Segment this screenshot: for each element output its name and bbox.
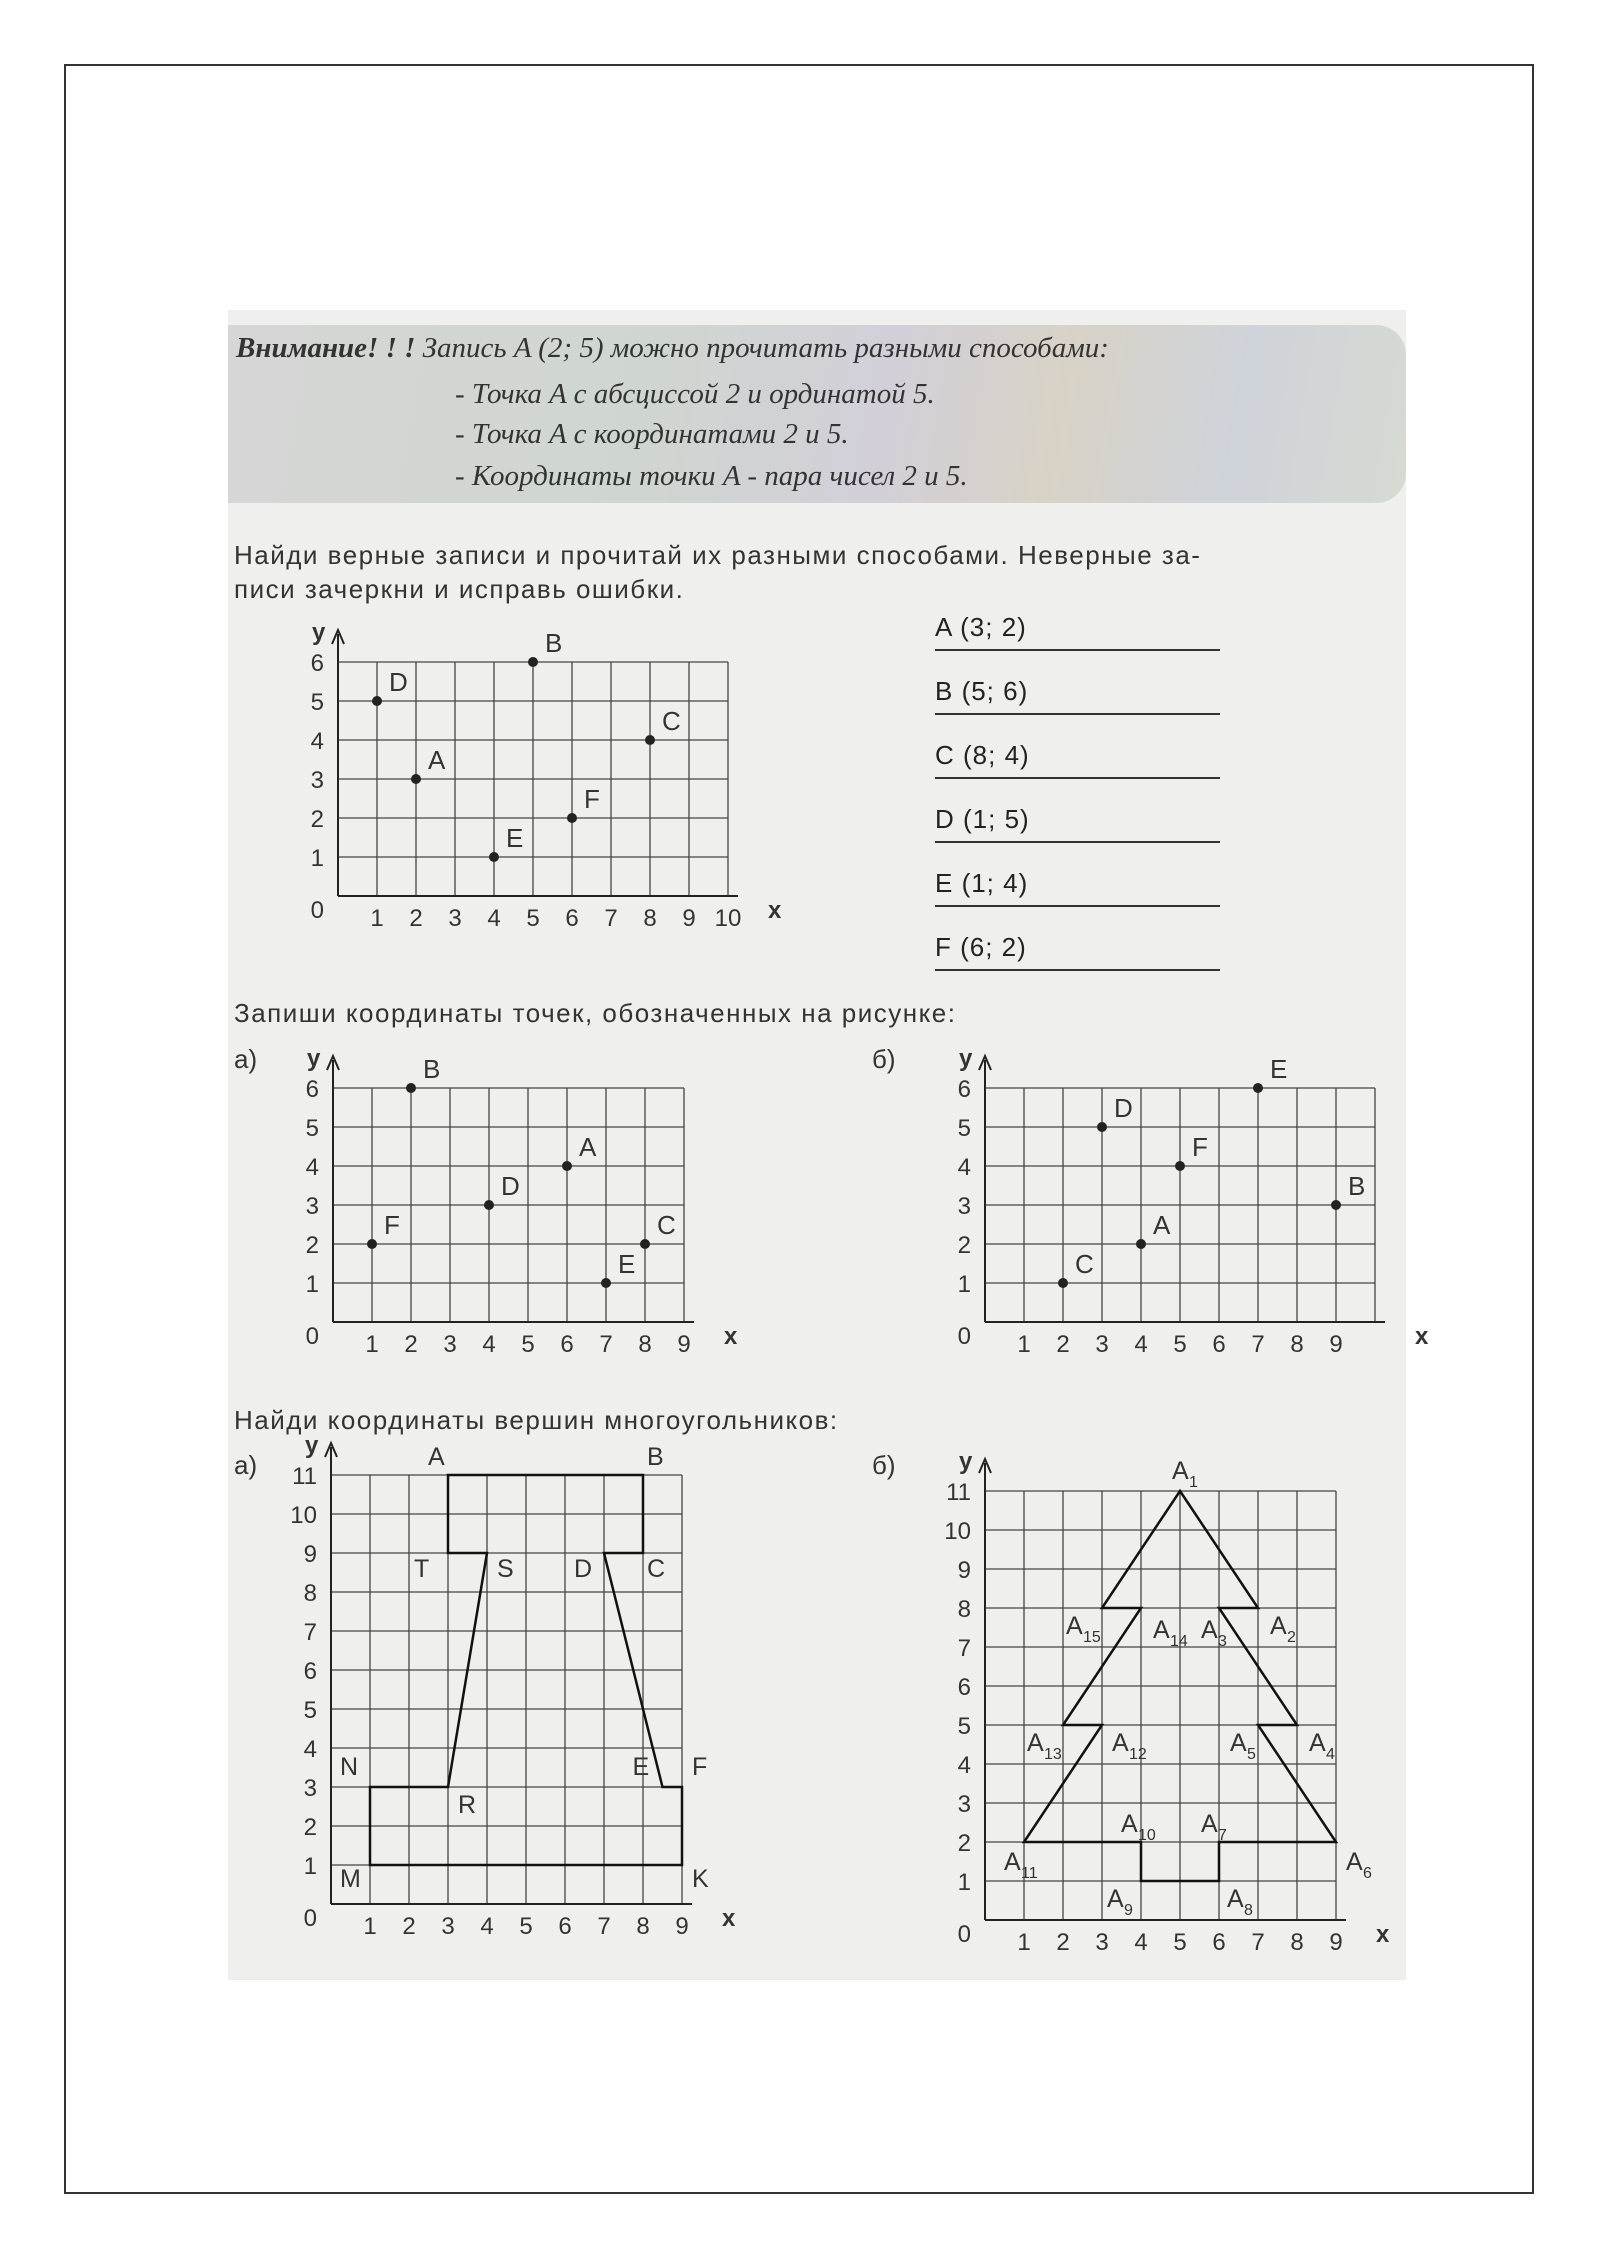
task2a-y-tick: 2 (305, 1232, 319, 1259)
task3b-vertex-label: A (1270, 1612, 1287, 1640)
task3b-vertex-subscript: 14 (1170, 1633, 1188, 1650)
task2a-x-tick: 6 (560, 1331, 574, 1358)
task3b-vertex-label: A (1153, 1616, 1170, 1644)
task2b-x-tick: 1 (1017, 1331, 1031, 1358)
task3a-y-tick: 8 (303, 1580, 317, 1607)
task2-label-a: а) (234, 1044, 258, 1074)
task2b-y-label: y (959, 1045, 973, 1072)
task2a-point-label-c: C (657, 1210, 676, 1240)
task2b-x-tick: 5 (1173, 1331, 1187, 1358)
task3b-vertex-subscript: 4 (1326, 1746, 1335, 1763)
task3b-x-label: x (1376, 1921, 1390, 1948)
task1-text-line2: писи зачеркни и исправь ошибки. (234, 574, 685, 604)
task3a-vertex-label: B (647, 1443, 664, 1471)
task2b-y-tick: 1 (957, 1271, 971, 1298)
task2b-point-label-d: D (1114, 1093, 1133, 1123)
task2a-origin-label: 0 (305, 1323, 319, 1350)
task3b-y-tick: 1 (957, 1869, 971, 1896)
task2b-point-label-e: E (1270, 1054, 1288, 1084)
task3b-vertex-subscript: 2 (1287, 1629, 1296, 1646)
task3b-vertex-label: A (1201, 1810, 1218, 1838)
task3b-vertex-subscript: 1 (1189, 1474, 1198, 1491)
task2b-y-tick: 4 (957, 1154, 971, 1181)
task3b-vertex-label: A (1027, 1729, 1044, 1757)
task3b-vertex-label: A (1004, 1848, 1021, 1876)
task1-x-tick: 9 (682, 905, 696, 932)
task3a-y-tick: 7 (303, 1619, 317, 1646)
task3b-vertex-label: A (1172, 1457, 1189, 1485)
task3b-vertex-subscript: 6 (1363, 1865, 1372, 1882)
task3b-vertex-subscript: 9 (1124, 1902, 1133, 1919)
task1-x-label: x (768, 897, 782, 924)
task1-point-label-b: B (545, 628, 563, 658)
task2a-point-label-f: F (384, 1210, 400, 1240)
task2b-x-tick: 6 (1212, 1331, 1226, 1358)
task3b-vertex-subscript: 3 (1218, 1633, 1227, 1650)
task3a-vertex-label: E (632, 1753, 650, 1781)
task3b-vertex-subscript: 8 (1244, 1902, 1253, 1919)
task2a-y-tick: 5 (305, 1115, 319, 1142)
task1-x-tick: 5 (526, 905, 540, 932)
task3b-x-tick: 3 (1095, 1929, 1109, 1956)
task3b-y-label: y (959, 1448, 973, 1475)
task2a-y-tick: 1 (305, 1271, 319, 1298)
attention-heading (236, 332, 1109, 365)
task2a-point-label-e: E (618, 1249, 636, 1279)
task3-text: Найди координаты вершин многоугольников: (234, 1405, 839, 1435)
task3b-y-tick: 11 (946, 1479, 971, 1506)
task1-x-tick: 2 (409, 905, 423, 932)
task1-x-tick: 8 (643, 905, 657, 932)
task3b-y-tick: 2 (957, 1830, 971, 1857)
task1-y-tick: 4 (310, 728, 324, 755)
task3b-x-tick: 9 (1329, 1929, 1343, 1956)
task3a-x-tick: 1 (363, 1913, 377, 1940)
task2b-y-tick: 5 (957, 1115, 971, 1142)
task2b-point-label-b: B (1348, 1171, 1366, 1201)
task2a-y-label: y (307, 1045, 321, 1072)
task3a-origin-label: 0 (303, 1905, 317, 1932)
task3a-vertex-label: K (692, 1865, 709, 1893)
task1-y-label: y (312, 619, 326, 646)
task3b-y-tick: 9 (957, 1557, 971, 1584)
task2a-point-label-a: A (579, 1132, 597, 1162)
task3b-vertex-subscript: 13 (1044, 1746, 1062, 1763)
attention-line-3: - Координаты точки A - пара чисел 2 и 5. (455, 460, 968, 492)
task3a-y-tick: 6 (303, 1658, 317, 1685)
task2a-x-tick: 3 (443, 1331, 457, 1358)
task3b-x-tick: 7 (1251, 1929, 1265, 1956)
task3a-vertex-label: D (574, 1555, 593, 1583)
task3b-y-tick: 4 (957, 1752, 971, 1779)
task3b-y-tick: 10 (944, 1518, 971, 1545)
task3a-vertex-label: F (692, 1753, 708, 1781)
task2b-point-label-a: A (1153, 1210, 1171, 1240)
task2b-x-tick: 9 (1329, 1331, 1343, 1358)
task2b-x-tick: 4 (1134, 1331, 1148, 1358)
task1-y-tick: 6 (310, 650, 324, 677)
task1-x-tick: 4 (487, 905, 501, 932)
task3b-vertex-subscript: 7 (1218, 1827, 1227, 1844)
task3b-y-tick: 8 (957, 1596, 971, 1623)
task2b-y-tick: 6 (957, 1076, 971, 1103)
task3-label-b: б) (872, 1450, 896, 1480)
task2a-x-label: x (724, 1323, 738, 1350)
task3b-vertex-label: A (1309, 1729, 1326, 1757)
task3b-x-tick: 4 (1134, 1929, 1148, 1956)
record-b: B (5; 6) (935, 676, 1220, 715)
task3a-y-tick: 3 (303, 1775, 317, 1802)
task3b-vertex-label: A (1227, 1885, 1244, 1913)
task3b-vertex-label: A (1121, 1810, 1138, 1838)
task2a-x-tick: 9 (677, 1331, 691, 1358)
task3b-y-tick: 7 (957, 1635, 971, 1662)
task3b-x-tick: 6 (1212, 1929, 1226, 1956)
task2a-x-tick: 5 (521, 1331, 535, 1358)
record-e: E (1; 4) (935, 868, 1220, 907)
task3b-origin-label: 0 (957, 1921, 971, 1948)
task3b-y-tick: 6 (957, 1674, 971, 1701)
task3a-vertex-label: M (340, 1865, 361, 1893)
task2b-point-label-c: C (1075, 1249, 1094, 1279)
task1-x-tick: 7 (604, 905, 618, 932)
task3a-x-tick: 3 (441, 1913, 455, 1940)
task2a-x-tick: 1 (365, 1331, 379, 1358)
task1-x-tick: 1 (370, 905, 384, 932)
task3a-x-tick: 4 (480, 1913, 494, 1940)
task1-point-label-c: C (662, 706, 681, 736)
task3a-y-tick: 5 (303, 1697, 317, 1724)
task3a-y-tick: 11 (292, 1463, 317, 1490)
task1-x-tick: 10 (714, 905, 742, 932)
task3a-y-tick: 2 (303, 1814, 317, 1841)
task2-label-b: б) (872, 1044, 896, 1074)
task3b-vertex-label: A (1346, 1848, 1363, 1876)
task1-point-label-e: E (506, 823, 524, 853)
task3b-vertex-label: A (1066, 1612, 1083, 1640)
task3a-y-tick: 1 (303, 1853, 317, 1880)
task3b-vertex-subscript: 15 (1083, 1629, 1101, 1646)
task2a-x-tick: 2 (404, 1331, 418, 1358)
record-f: F (6; 2) (935, 932, 1220, 971)
task3b-vertex-label: A (1201, 1616, 1218, 1644)
task3b-y-tick: 5 (957, 1713, 971, 1740)
task3b-x-tick: 1 (1017, 1929, 1031, 1956)
task3a-y-tick: 9 (303, 1541, 317, 1568)
task2a-x-tick: 4 (482, 1331, 496, 1358)
task3a-y-tick: 10 (290, 1502, 317, 1529)
task2b-x-tick: 3 (1095, 1331, 1109, 1358)
task2b-point-label-f: F (1192, 1132, 1208, 1162)
task3a-x-tick: 8 (636, 1913, 650, 1940)
task3b-vertex-subscript: 11 (1021, 1865, 1038, 1882)
task3b-y-tick: 3 (957, 1791, 971, 1818)
task3b-vertex-subscript: 5 (1247, 1746, 1256, 1763)
task3b-x-tick: 8 (1290, 1929, 1304, 1956)
record-c: C (8; 4) (935, 740, 1220, 779)
task3b-vertex-label: A (1230, 1729, 1247, 1757)
task3a-vertex-label: C (647, 1555, 666, 1583)
task3a-vertex-label: R (458, 1791, 477, 1819)
task3b-x-tick: 2 (1056, 1929, 1070, 1956)
task2b-y-tick: 2 (957, 1232, 971, 1259)
task2a-y-tick: 3 (305, 1193, 319, 1220)
task3a-x-tick: 6 (558, 1913, 572, 1940)
task2a-point-label-b: B (423, 1054, 441, 1084)
task1-text-line1: Найди верные записи и прочитай их разными способами. Неверные за- (234, 540, 1202, 570)
task3a-vertex-label: T (414, 1555, 430, 1583)
task3a-x-tick: 2 (402, 1913, 416, 1940)
task1-y-tick: 2 (310, 806, 324, 833)
task3b-vertex-label: A (1107, 1885, 1124, 1913)
task2a-x-tick: 8 (638, 1331, 652, 1358)
task1-x-tick: 6 (565, 905, 579, 932)
attention-lead: Запись A (2; 5) можно прочитать разными способами: (422, 332, 1109, 364)
task3b-vertex-label: A (1112, 1729, 1129, 1757)
task3a-x-tick: 7 (597, 1913, 611, 1940)
task1-y-tick: 3 (310, 767, 324, 794)
task2a-x-tick: 7 (599, 1331, 613, 1358)
task1-y-tick: 5 (310, 689, 324, 716)
task2b-x-tick: 7 (1251, 1331, 1265, 1358)
task1-x-tick: 3 (448, 905, 462, 932)
task1-origin-label: 0 (310, 897, 324, 924)
record-d: D (1; 5) (935, 804, 1220, 843)
task3a-y-tick: 4 (303, 1736, 317, 1763)
task1-point-label-f: F (584, 784, 600, 814)
task3b-vertex-subscript: 12 (1129, 1746, 1147, 1763)
task1-y-tick: 1 (310, 845, 324, 872)
task3a-vertex-label: S (497, 1555, 514, 1583)
task2b-x-label: x (1415, 1323, 1429, 1350)
attention-line-1: - Точка A с абсциссой 2 и ординатой 5. (455, 378, 935, 410)
task3b-vertex-subscript: 10 (1138, 1827, 1156, 1844)
task2-text: Запиши координаты точек, обозначенных на рисунке: (234, 998, 957, 1028)
task2b-x-tick: 8 (1290, 1331, 1304, 1358)
task3a-vertex-label: N (340, 1753, 359, 1781)
attention-line-2: - Точка A с координатами 2 и 5. (455, 418, 849, 450)
record-a: A (3; 2) (935, 612, 1220, 651)
task3a-vertex-label: A (428, 1443, 445, 1471)
attention-title: Внимание! ! ! (236, 332, 416, 364)
task2b-x-tick: 2 (1056, 1331, 1070, 1358)
task3a-x-tick: 9 (675, 1913, 689, 1940)
task2a-y-tick: 6 (305, 1076, 319, 1103)
task3b-x-tick: 5 (1173, 1929, 1187, 1956)
task2b-origin-label: 0 (957, 1323, 971, 1350)
task3a-x-label: x (722, 1905, 736, 1932)
task3-label-a: а) (234, 1450, 258, 1480)
task1-point-label-d: D (389, 667, 408, 697)
task1-point-label-a: A (428, 745, 446, 775)
task3a-x-tick: 5 (519, 1913, 533, 1940)
task3a-y-label: y (305, 1432, 319, 1459)
task2b-y-tick: 3 (957, 1193, 971, 1220)
task2a-point-label-d: D (501, 1171, 520, 1201)
task2a-y-tick: 4 (305, 1154, 319, 1181)
